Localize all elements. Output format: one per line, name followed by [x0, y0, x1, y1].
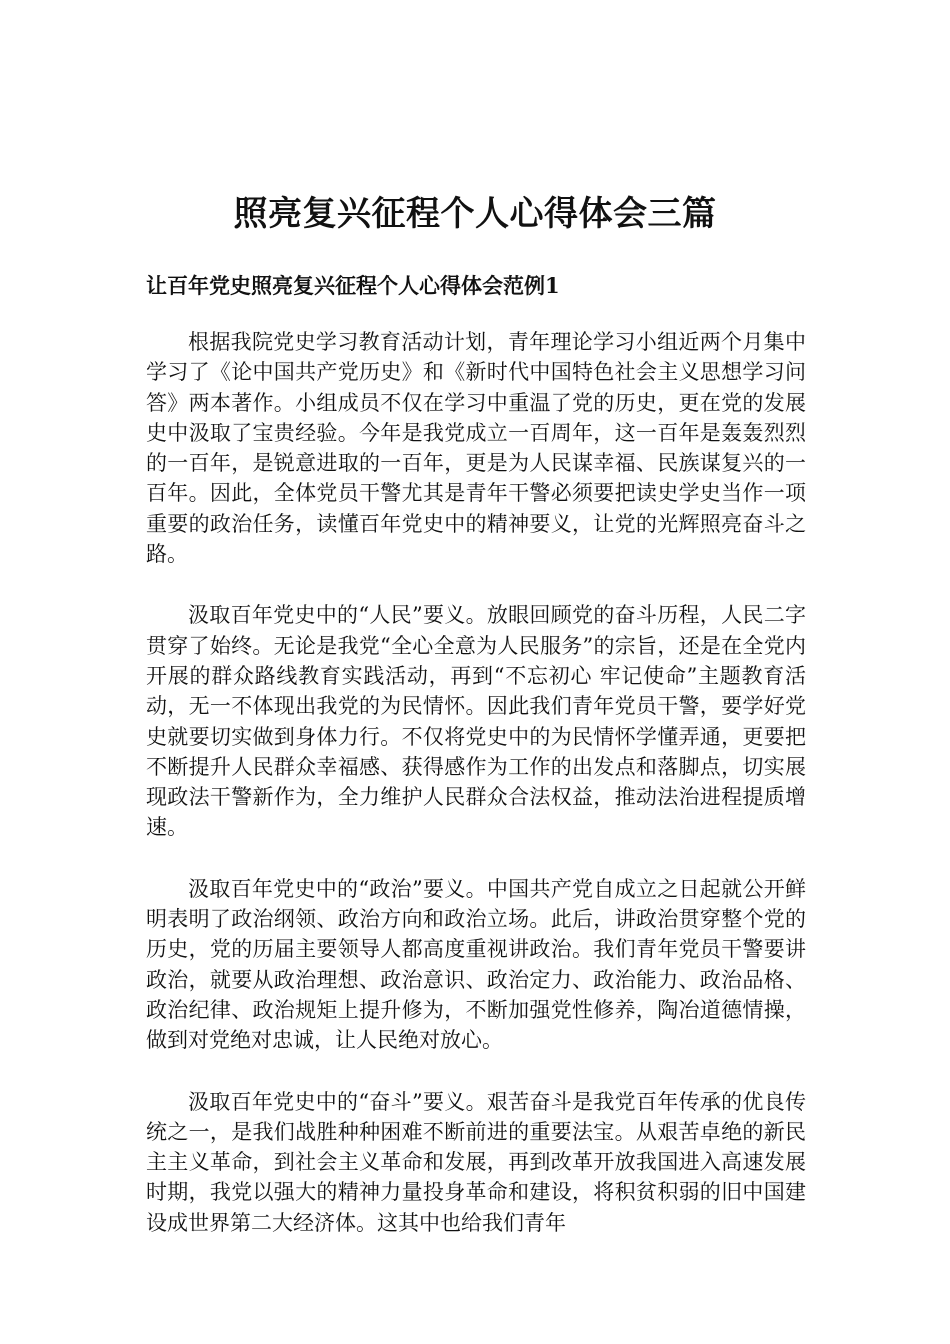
paragraph: 汲取百年党史中的“政治”要义。中国共产党自成立之日起就公开鲜明表明了政治纲领、政治方向和政治立场。此后，讲政治贯穿整个党的历史，党的历届主要领导人都高度重视讲政治。我们青年党员干警要讲政治，就要从政治理想、政治意识、政治定力、政治能力、政治品格、政治纪律、政治规矩上提升修为，不断加强党性修养，陶冶道德情操，做到对党绝对忠诚，让人民绝对放心。 [146, 876, 806, 1053]
section-heading: 让百年党史照亮复兴征程个人心得体会范例1 [146, 273, 560, 298]
paragraph: 汲取百年党史中的“奋斗”要义。艰苦奋斗是我党百年传承的优良传统之一，是我们战胜种种困难不断前进的重要法宝。从艰苦卓绝的新民主主义革命，到社会主义革命和发展，再到改革开放我国进入高速发展时期，我党以强大的精神力量投身革命和建设，将积贫积弱的旧中国建设成世界第二大经济体。这其中也给我们青年 [146, 1089, 806, 1235]
document-body [146, 327, 806, 1269]
document-title: 照亮复兴征程个人心得体会三篇 [233, 194, 717, 234]
paragraph: 汲取百年党史中的“人民”要义。放眼回顾党的奋斗历程，人民二字贯穿了始终。无论是我党“全心全意为人民服务”的宗旨，还是在全党内开展的群众路线教育实践活动，再到“不忘初心 牢记使命”主题教育活动，无一不体现出我党的为民情怀。因此我们青年党员干警，要学好党史就要切实做到身体力行。不仅将党史中的为民情怀学懂弄通，更要把不断提升人民群众幸福感、获得感作为工作的出发点和落脚点，切实展现政法干警新作为，全力维护人民群众合法权益，推动法治进程提质增速。 [146, 603, 806, 840]
paragraph: 根据我院党史学习教育活动计划，青年理论学习小组近两个月集中学习了《论中国共产党历史》和《新时代中国特色社会主义思想学习问答》两本著作。小组成员不仅在学习中重温了党的历史，更在党的发展史中汲取了宝贵经验。今年是我党成立一百周年，这一百年是轰轰烈烈的一百年，是锐意进取的一百年，更是为人民谋幸福、民族谋复兴的一百年。因此，全体党员干警尤其是青年干警必须要把读史学史当作一项重要的政治任务，读懂百年党史中的精神要义，让党的光辉照亮奋斗之路。 [146, 330, 806, 567]
